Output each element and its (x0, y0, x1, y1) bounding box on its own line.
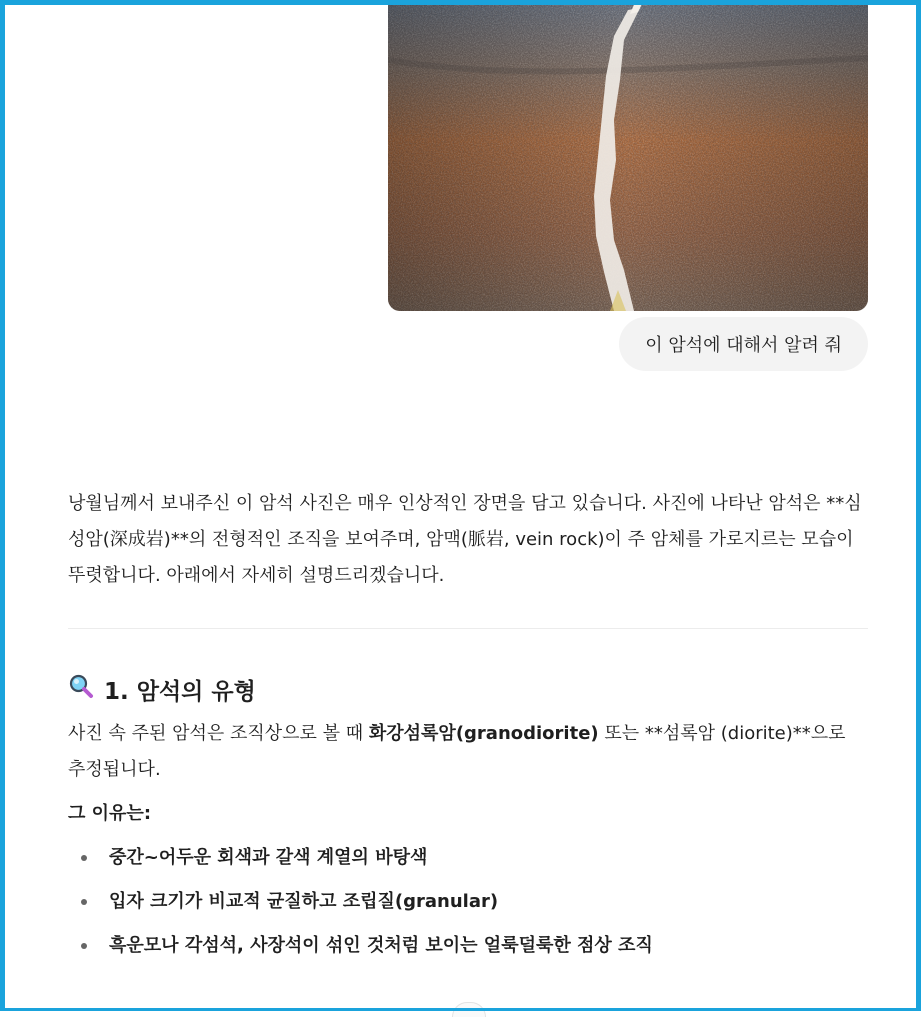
rock-photo[interactable] (388, 0, 868, 311)
section-divider (68, 628, 868, 629)
reasons-title: 그 이유는: (68, 803, 152, 824)
rock-photo-image (388, 0, 868, 311)
paragraph-pre: 사진 속 주된 암석은 조직상으로 볼 때 (68, 723, 369, 744)
scroll-down-button[interactable] (452, 1002, 486, 1017)
paragraph-bold: 화강섬록암(granodiorite) (368, 723, 599, 744)
section-paragraph (68, 716, 868, 788)
user-message-bubble (619, 317, 868, 371)
list-item: 흑운모나 각섬석, 사장석이 섞인 것처럼 보이는 얼룩덜룩한 점상 조직 (68, 924, 868, 968)
section-title: 1. 암석의 유형 (104, 678, 256, 705)
answer-intro: 낭월님께서 보내주신 이 암석 사진은 매우 인상적인 장면을 담고 있습니다. 사진에 나타난 암석은 **심성암(深成岩)**의 전형적인 조직을 보여주며, 암맥(脈岩, vein rock)이 주 암체를 가로지르는 모습이 뚜렷합니다. 아래에서 자세히 설명드리겠습니다. (68, 493, 862, 586)
list-item: 중간~어두운 회색과 갈색 계열의 바탕색 (68, 836, 868, 880)
assistant-answer (68, 486, 868, 968)
user-message-text: 이 암석에 대해서 알려 줘 (645, 335, 842, 356)
list-item: 입자 크기가 비교적 균질하고 조립질(granular) (68, 880, 868, 924)
paragraph-post: 또는 **섬록암 (diorite)**으로 추정됩니다. (68, 723, 846, 780)
reasons-list (68, 836, 868, 968)
section-heading (68, 673, 868, 710)
magnifier-icon (68, 673, 94, 710)
